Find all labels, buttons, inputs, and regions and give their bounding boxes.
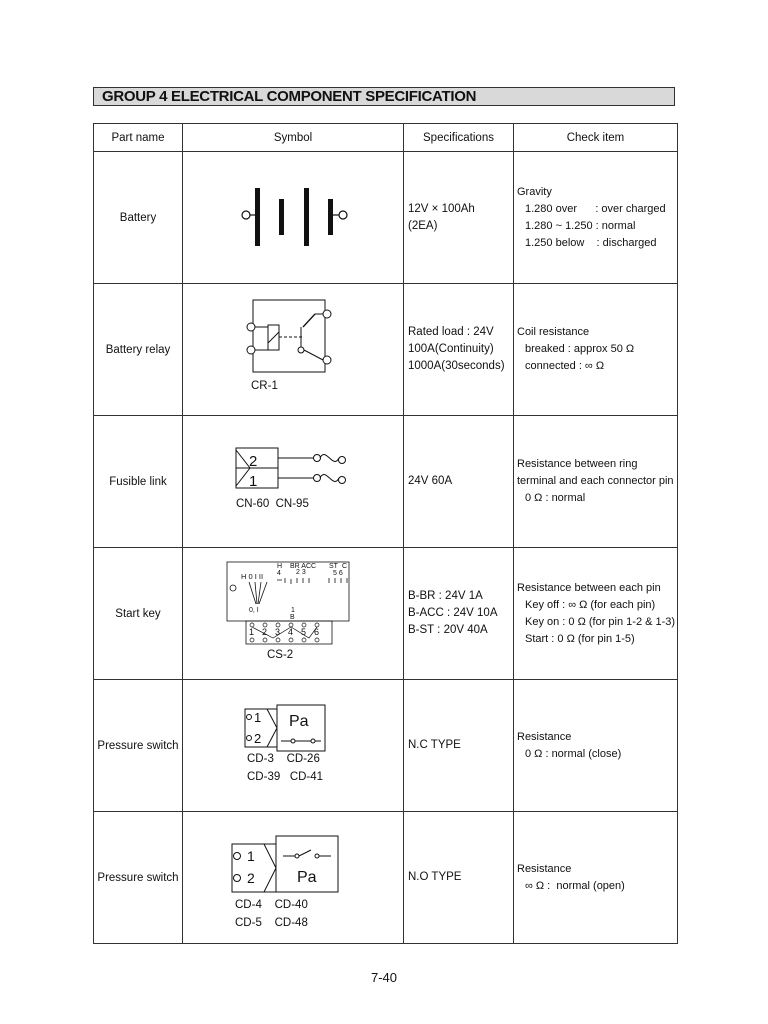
- symbol-label: 4: [277, 570, 281, 577]
- check-line: Resistance: [517, 730, 572, 743]
- check-line: terminal and each connector pin: [517, 475, 674, 487]
- symbol-label: H: [277, 563, 283, 570]
- relay-icon: [183, 284, 404, 415]
- symbol-label: Pa: [289, 713, 309, 730]
- symbol-label: 5 6: [333, 570, 343, 577]
- check-item: [514, 152, 678, 284]
- symbol-label: CR-1: [251, 380, 278, 392]
- symbol-label: BR ACC: [290, 563, 317, 570]
- symbol-label: ST: [329, 563, 338, 570]
- symbol-label: 2: [247, 870, 255, 886]
- start-key-symbol: [183, 548, 404, 680]
- check-line: 1.280 ~ 1.250 : normal: [525, 219, 636, 232]
- table-header-row: [94, 124, 678, 152]
- check-line: Resistance: [517, 862, 572, 875]
- part-name: Pressure switch: [94, 680, 183, 812]
- symbol-label: 1: [249, 473, 258, 490]
- spec-line: B-ST : 20V 40A: [408, 624, 488, 636]
- table-row-battery: [94, 152, 678, 284]
- symbol-label: 1: [291, 607, 295, 614]
- check-line: Resistance between ring: [517, 458, 638, 470]
- spec-line: Rated load : 24V: [408, 326, 494, 338]
- check-item: [514, 548, 678, 680]
- section-title: GROUP 4 ELECTRICAL COMPONENT SPECIFICATION: [93, 87, 675, 106]
- check-line: 1.280 over : over charged: [525, 202, 666, 215]
- symbol-label: 3: [275, 627, 281, 637]
- symbol-label: H 0 I II: [241, 572, 264, 581]
- page-number: 7-40: [370, 970, 398, 985]
- check-line: breaked : approx 50 Ω: [525, 343, 635, 355]
- battery-symbol-icon: [183, 152, 404, 283]
- spec-line: B-ACC : 24V 10A: [408, 607, 498, 619]
- spec-line: 12V × 100Ah: [408, 202, 475, 215]
- check-item: [514, 812, 678, 944]
- check-line: 0 Ω : normal: [525, 492, 586, 504]
- part-name: Battery relay: [94, 284, 183, 416]
- table-row-start-key: [94, 548, 678, 680]
- spec-line: N.O TYPE: [408, 871, 462, 883]
- symbol-label: 1: [247, 848, 255, 864]
- table-row-battery-relay: [94, 284, 678, 416]
- symbol-label: CS-2: [267, 649, 294, 661]
- check-line: ∞ Ω : normal (open): [525, 879, 625, 892]
- check-line: Gravity: [517, 185, 552, 198]
- spec-line: N.C TYPE: [408, 739, 461, 751]
- symbol-label: 4: [288, 627, 294, 637]
- symbol-label: 2: [262, 627, 268, 637]
- part-name: Battery: [94, 152, 183, 284]
- column-header-specifications: Specifications: [404, 124, 514, 152]
- check-line: connected : ∞ Ω: [525, 360, 605, 372]
- specifications: [404, 680, 514, 812]
- component-spec-table: [93, 123, 678, 944]
- table-row-pressure-switch-no: [94, 812, 678, 944]
- symbol-label: 5: [301, 627, 307, 637]
- part-name: Start key: [94, 548, 183, 680]
- check-item: [514, 284, 678, 416]
- symbol-label: B: [290, 614, 295, 621]
- specifications: [404, 416, 514, 548]
- symbol-label: CD-5 CD-48: [235, 917, 308, 929]
- key-switch-icon: [183, 548, 404, 679]
- symbol-label: 2: [249, 453, 258, 470]
- symbol-label: 2 3: [296, 569, 306, 576]
- check-line: 1.250 below : discharged: [525, 236, 657, 249]
- specifications: [404, 152, 514, 284]
- part-name: Pressure switch: [94, 812, 183, 944]
- battery-relay-symbol: [183, 284, 404, 416]
- symbol-label: CD-3 CD-26: [247, 753, 320, 765]
- symbol-label: C: [342, 563, 348, 570]
- check-line: Coil resistance: [517, 326, 590, 338]
- spec-line: B-BR : 24V 1A: [408, 590, 483, 602]
- symbol-label: 1: [249, 627, 255, 637]
- spec-line: 24V 60A: [408, 475, 453, 487]
- pressure-switch-icon: [183, 812, 404, 943]
- spec-line: 1000A(30seconds): [408, 360, 505, 372]
- part-name: Fusible link: [94, 416, 183, 548]
- check-line: Start : 0 Ω (for pin 1-5): [525, 632, 635, 645]
- specifications: [404, 284, 514, 416]
- spec-line: 100A(Continuity): [408, 343, 494, 355]
- pressure-switch-nc-symbol: [183, 680, 404, 812]
- check-line: Resistance between each pin: [517, 581, 661, 594]
- column-header-part-name: Part name: [94, 124, 183, 152]
- pressure-switch-no-symbol: [183, 812, 404, 944]
- symbol-label: CD-39 CD-41: [247, 771, 324, 783]
- specifications: [404, 548, 514, 680]
- pressure-switch-icon: [183, 680, 404, 811]
- symbol-label: 2: [254, 731, 262, 746]
- spec-line: (2EA): [408, 219, 438, 232]
- symbol-label: 6: [314, 627, 320, 637]
- battery-symbol: [183, 152, 404, 284]
- column-header-symbol: Symbol: [183, 124, 404, 152]
- fusible-link-symbol: [183, 416, 404, 548]
- check-item: [514, 680, 678, 812]
- check-line: Key on : 0 Ω (for pin 1-2 & 1-3): [525, 615, 676, 628]
- specifications: [404, 812, 514, 944]
- table-row-fusible-link: [94, 416, 678, 548]
- fuse-icon: [183, 416, 404, 547]
- column-header-check-item: Check item: [514, 124, 678, 152]
- symbol-label: CD-4 CD-40: [235, 899, 308, 911]
- symbol-label: Pa: [297, 869, 317, 886]
- check-line: 0 Ω : normal (close): [525, 747, 622, 760]
- table-row-pressure-switch-nc: [94, 680, 678, 812]
- check-item: [514, 416, 678, 548]
- check-line: Key off : ∞ Ω (for each pin): [525, 598, 656, 611]
- symbol-label: 0, I: [249, 607, 259, 614]
- symbol-label: 1: [254, 710, 262, 725]
- symbol-label: CN-60 CN-95: [236, 498, 309, 510]
